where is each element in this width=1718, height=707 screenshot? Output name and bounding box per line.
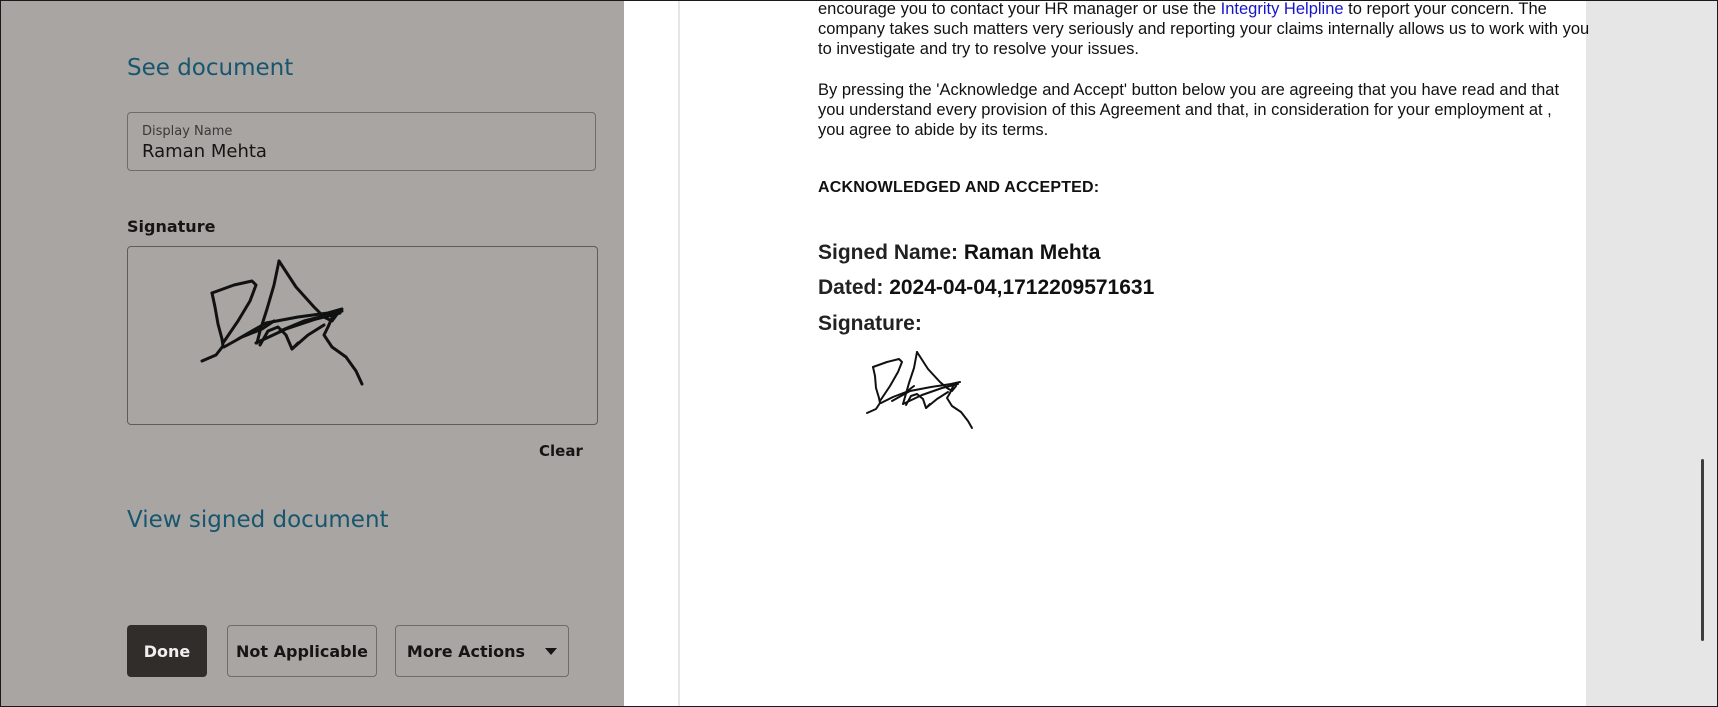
document-signature-image [865,346,995,441]
vertical-scrollbar[interactable] [1701,459,1704,641]
viewer-margin [624,1,678,706]
dated-line [818,276,1154,300]
document-paragraph-2: By pressing the 'Acknowledge and Accept' button below you are agreeing that you have read and that you understand every provision of this Agreement and that, in consideration for your employment at , you agree to abide by its terms. [818,81,1560,139]
acknowledged-heading: ACKNOWLEDGED AND ACCEPTED: [818,179,1100,196]
not-applicable-button-label: Not Applicable [236,641,368,661]
dated-value: 2024-04-04,1712209571631 [889,276,1155,299]
view-signed-document-link[interactable]: View signed document [127,507,389,533]
done-button[interactable] [127,625,207,677]
signed-name-value: Raman Mehta [963,241,1101,264]
document-paragraph-1 [818,0,1598,59]
signature-pad[interactable] [127,246,598,425]
signature-drawing [128,247,597,424]
document-signature-label: Signature: [818,312,922,335]
display-name-value[interactable]: Raman Mehta [142,141,267,162]
dated-label: Dated: [818,276,884,299]
caret-down-icon [545,648,557,655]
clear-signature-button[interactable]: Clear [539,442,583,460]
see-document-link[interactable]: See document [127,55,294,81]
signature-panel [1,1,624,706]
more-actions-button-label: More Actions [406,641,526,661]
signed-name-label: Signed Name: [818,241,959,264]
display-name-label: Display Name [142,124,233,139]
signature-label: Signature [127,217,216,236]
paragraph-1-text-end: to report your concern. The company takes such matters very seriously and reporting your claims internally allows us to work with you to investigate and try to resolve your issues. [818,0,1590,58]
more-actions-button[interactable] [395,625,569,677]
paragraph-1-text-start: encourage you to contact your HR manager or use the [818,0,1221,18]
signed-name-line [818,241,1100,265]
display-name-field[interactable] [127,112,596,171]
done-button-label: Done [143,641,191,661]
integrity-helpline-link[interactable]: Integrity Helpline [1220,0,1344,18]
not-applicable-button[interactable] [227,625,377,677]
